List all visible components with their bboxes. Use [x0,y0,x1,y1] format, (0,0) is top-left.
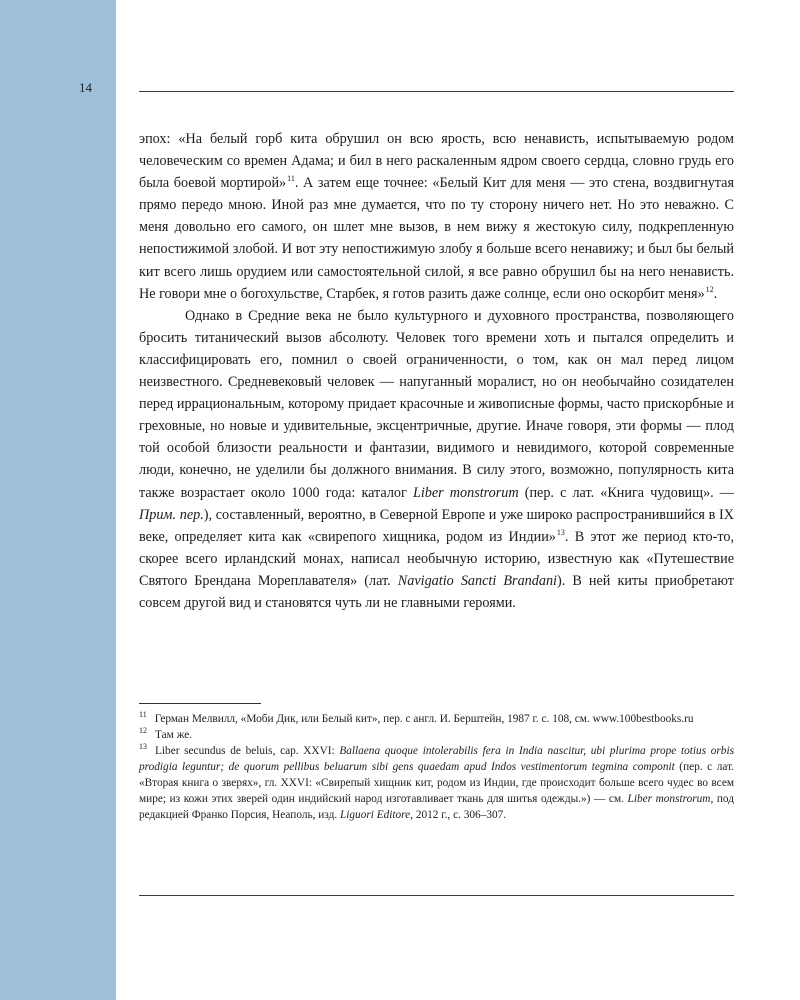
footnotes [139,711,734,823]
page-number: 14 [79,80,92,95]
paragraph-2 [139,305,734,614]
footnote-separator [139,703,261,704]
footnote-text: Герман Мелвилл, «Моби Дик, или Белый кит», пер. с англ. И. Берштейн, 1987 г. с. 108, см. www.100bestbooks.ru [154,713,694,725]
footnote-11 [139,711,734,727]
paragraph-2-text-a: Однако в Средние века не было культурного и духовного пространства, позволяющего бросить титанический вызов абсолюту. Человек того времени хоть и пытался определить и классифицировать его, помнил о своей ограниченности, о том, как он мал перед лицом неизвестного. Средневековый человек — напуганный моралист, но он необычайно созидателен перед иррациональным, которому придает красочные и живописные формы, часто прискорбные и греховные, но новые и удивительные, эксцентричные, другие. Иначе говоря, эти формы — плод той особой близости реальности и фантазии, видимого и невидимого, которой современные люди, конечно, не уделили бы должного внимания. В силу этого, возможно, популярность кита также возрастает около 1000 года: каталог [139,307,734,501]
footnote-12 [139,727,734,743]
footer-rule [139,895,734,896]
paragraph-1-text-a: эпох: «На белый горб кита обрушил он всю ярость, всю ненависть, испытываемую родом человеческим со времен Адама; и бил в него раскаленным ядром своего сердца, словно грудь его была боевой мортирой» [139,131,734,192]
footnote-text: Там же. [155,729,193,741]
translator-note-label: Прим. пер. [139,506,204,523]
footnote-text-d: , 2012 г., с. 306–307. [410,809,507,821]
paragraph-1-text-c: . [713,285,718,302]
paragraph-2-text-c: ), составленный, вероятно, в Северной Европе и уже широко распространившийся в IX веке, определяет кита как «свирепого хищника, родом из Индии» [139,506,734,545]
footnote-text-c: , под редакцией Франко Порсия, Неаполь, изд. [139,793,735,821]
footnote-ref-13[interactable]: 13 [556,527,565,537]
liber-monstrorum-title: Liber monstrorum [627,793,711,805]
footnote-text-a: Liber secundus de beluis, cap. XXVI: [155,745,340,757]
footnote-number: 12 [139,726,147,736]
paragraph-2-text-b: (пер. с лат. «Книга чудовищ». — [518,484,734,501]
footnote-text-b: (пер. с лат. «Вторая книга о зверях», гл. XXVI: «Свирепый хищник кит, родом из Индии, где происходит больше всего чудес во всем мире; из кожи этих зверей один индийский народ изготавливает ткань для шитья одежды.») — см. [139,761,734,805]
latin-quote: Ballaena quoque intolerabilis fera in India nascitur, ubi plurima prope totius orbis prodigia leguntur; de quorum pellibus beluarum sibi gens quaedam apud Indos vestimentorum tegmina componit [139,745,734,773]
liber-monstrorum-title: Liber monstrorum [412,484,519,501]
paragraph-2-text-e: ). В ней киты приобретают совсем другой вид и становятся чуть ли не главными героями. [139,572,735,611]
footnote-13 [139,743,734,823]
navigatio-title: Navigatio Sancti Brandani [397,572,557,589]
footnote-ref-11[interactable]: 11 [287,174,295,184]
header-rule [139,91,734,92]
paragraph-2-text-d: . В этот же период кто-то, скорее всего ирландский монах, написал необычную историю, известную как «Путешествие Святого Брендана Мореплавателя» (лат. [139,528,734,589]
paragraph-1 [139,128,734,305]
main-text [139,128,734,614]
publisher-name: Liguori Editore [339,809,411,821]
side-color-strip [0,0,116,1000]
footnote-ref-12[interactable]: 12 [705,284,714,294]
paragraph-1-text-b: . А затем еще точнее: «Белый Кит для меня — это стена, воздвигнутая прямо передо мною. Иной раз мне думается, что по ту сторону ничего нет. Но это неважно. С меня довольно его самого, он шлет мне вызов, в нем вижу я жестокую силу, подкрепленную непостижимой злобой. И вот эту непостижимую злобу я больше всего ненавижу; и был бы белый кит всего лишь орудием или самостоятельной силой, я все равно обрушил бы на него ненависть. Не говори мне о богохульстве, Старбек, я готов разить даже солнце, если оно оскорбит меня» [139,175,734,302]
footnote-number: 13 [139,742,147,752]
footnote-number: 11 [139,710,147,720]
